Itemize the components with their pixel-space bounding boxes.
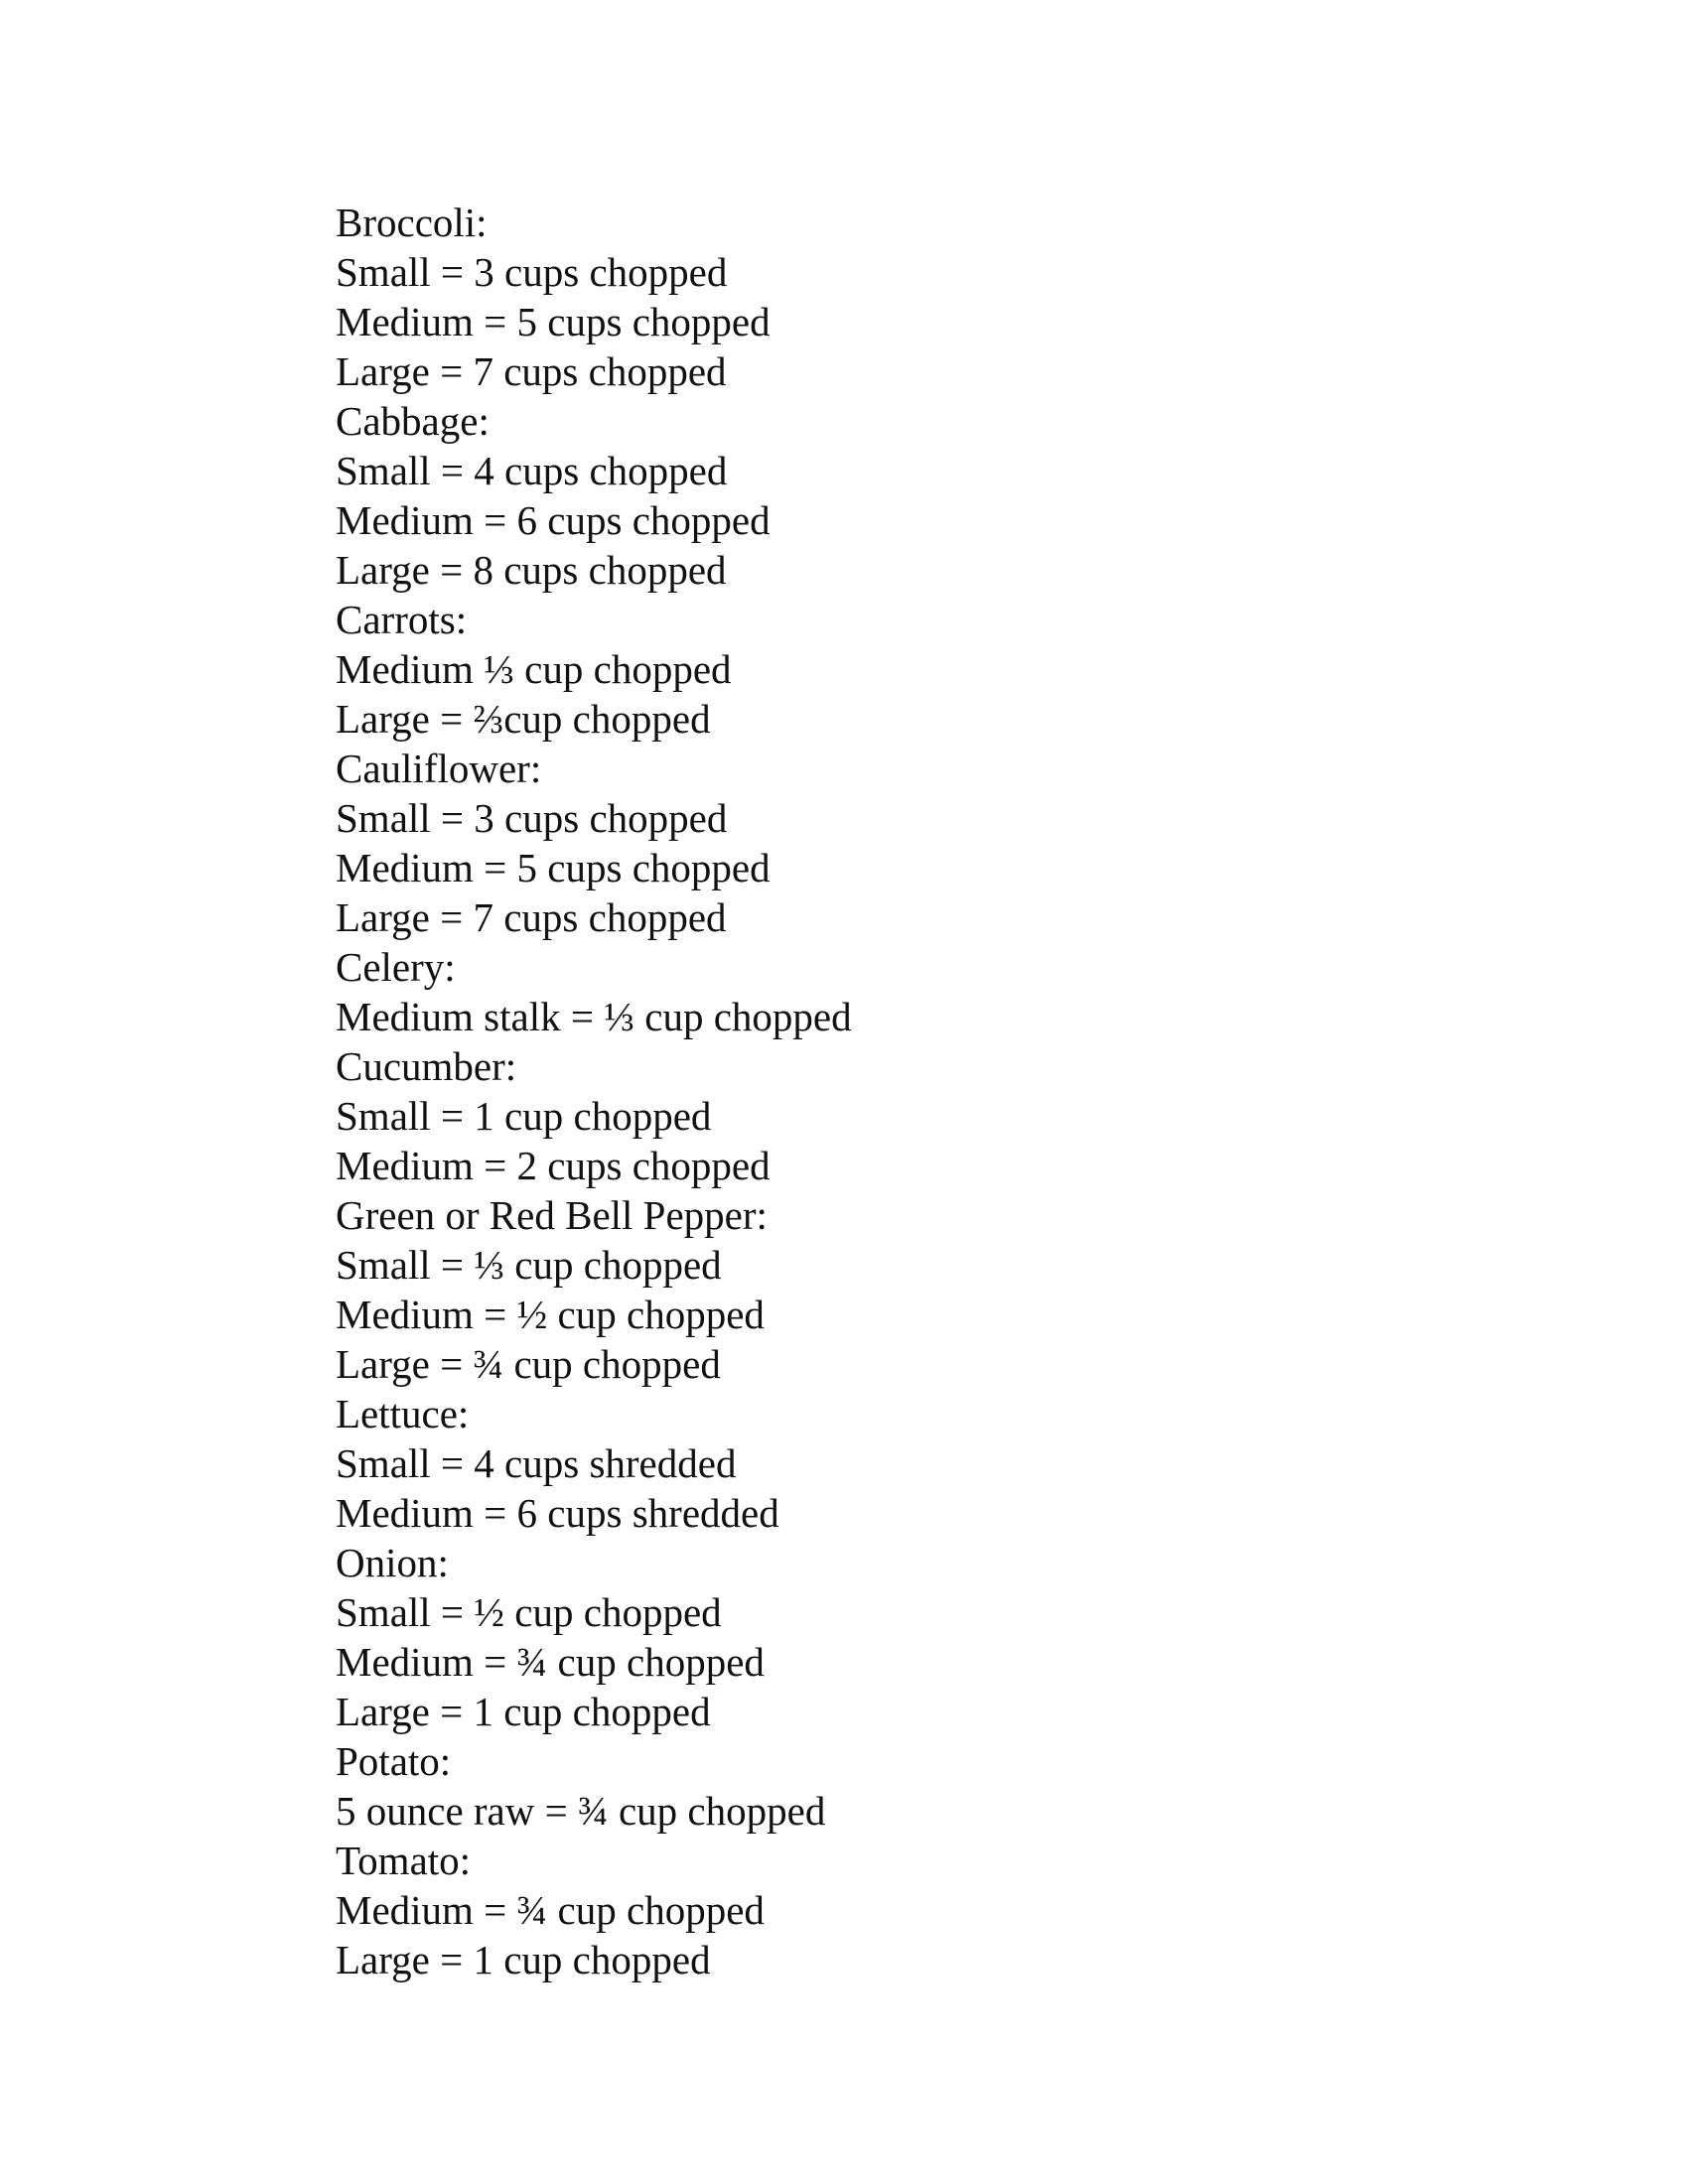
- heading-onion: Onion:: [336, 1540, 449, 1585]
- list-item: Large = 1 cup chopped: [336, 1689, 711, 1734]
- list-item: Large = 7 cups chopped: [336, 348, 727, 394]
- list-item: Medium = 5 cups chopped: [336, 299, 771, 344]
- list-item: Large = ⅔cup chopped: [336, 696, 711, 742]
- heading-potato: Potato:: [336, 1738, 452, 1784]
- heading-cauliflower: Cauliflower:: [336, 746, 542, 791]
- list-item: Small = ⅓ cup chopped: [336, 1242, 722, 1288]
- list-item: Large = 7 cups chopped: [336, 894, 727, 940]
- list-item: Medium = 2 cups chopped: [336, 1143, 771, 1188]
- list-item: Large = ¾ cup chopped: [336, 1341, 721, 1387]
- list-item: Small = 4 cups chopped: [336, 448, 728, 493]
- list-item: Large = 1 cup chopped: [336, 1937, 711, 1982]
- list-item: Medium = 6 cups shredded: [336, 1490, 779, 1536]
- vegetable-conversion-list: [336, 198, 1527, 1984]
- heading-lettuce: Lettuce:: [336, 1391, 470, 1436]
- list-item: Medium = ¾ cup chopped: [336, 1887, 765, 1933]
- list-item: Medium = ¾ cup chopped: [336, 1639, 765, 1685]
- list-item: Small = 1 cup chopped: [336, 1093, 712, 1139]
- heading-bell-pepper: Green or Red Bell Pepper:: [336, 1192, 768, 1238]
- list-item: Medium = 6 cups chopped: [336, 497, 771, 543]
- list-item: Small = 4 cups shredded: [336, 1440, 737, 1486]
- heading-cucumber: Cucumber:: [336, 1043, 517, 1089]
- heading-tomato: Tomato:: [336, 1838, 472, 1883]
- list-item: Medium ⅓ cup chopped: [336, 646, 732, 692]
- list-item: Medium stalk = ⅓ cup chopped: [336, 994, 852, 1039]
- heading-celery: Celery:: [336, 944, 456, 990]
- list-item: Large = 8 cups chopped: [336, 547, 727, 593]
- heading-broccoli: Broccoli:: [336, 200, 488, 245]
- list-item: Small = 3 cups chopped: [336, 795, 728, 841]
- heading-carrots: Carrots:: [336, 597, 468, 642]
- list-item: 5 ounce raw = ¾ cup chopped: [336, 1788, 826, 1834]
- list-item: Medium = ½ cup chopped: [336, 1292, 765, 1337]
- list-item: Small = ½ cup chopped: [336, 1589, 722, 1635]
- list-item: Medium = 5 cups chopped: [336, 845, 771, 890]
- heading-cabbage: Cabbage:: [336, 398, 490, 444]
- list-item: Small = 3 cups chopped: [336, 249, 728, 295]
